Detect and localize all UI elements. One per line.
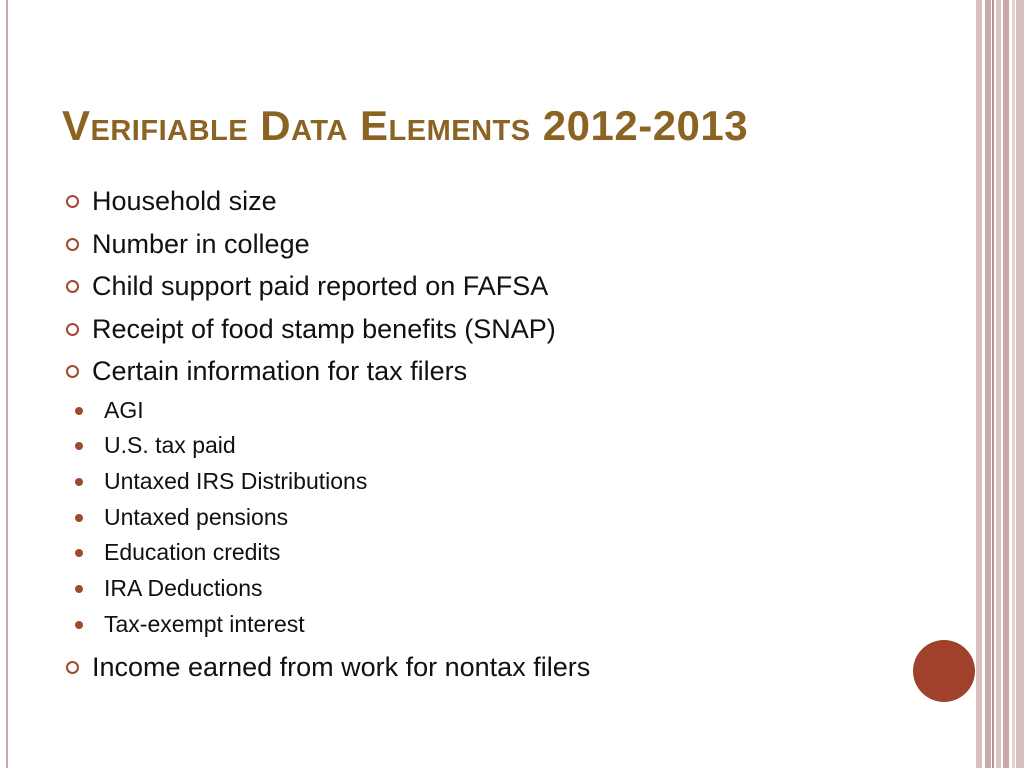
bullet-text: Child support paid reported on FAFSA xyxy=(92,271,549,301)
bullet-item xyxy=(62,350,942,646)
sub-bullet-list xyxy=(92,393,942,647)
sub-bullet-text: Education credits xyxy=(104,539,281,566)
sub-bullet-text: AGI xyxy=(104,396,144,423)
dot-bullet-icon xyxy=(75,442,83,450)
dot-bullet-icon xyxy=(75,621,83,629)
bullet-text: Household size xyxy=(92,186,277,216)
bullet-item xyxy=(62,180,942,223)
bullet-item xyxy=(62,223,942,266)
right-stripe xyxy=(985,0,991,768)
ring-bullet-icon xyxy=(66,365,79,378)
bullet-text: Number in college xyxy=(92,228,310,259)
sub-bullet-item xyxy=(62,464,942,500)
sub-bullet-item xyxy=(62,393,942,429)
ring-bullet-icon xyxy=(66,238,79,251)
ring-bullet-icon xyxy=(66,661,79,674)
dot-bullet-icon xyxy=(75,478,83,486)
dot-bullet-icon xyxy=(75,549,83,557)
decorative-circle-icon xyxy=(913,640,975,702)
ring-bullet-icon xyxy=(66,195,79,208)
bullet-list xyxy=(62,180,942,689)
right-stripe xyxy=(1012,0,1015,768)
ring-bullet-icon xyxy=(66,323,79,336)
right-stripe xyxy=(1003,0,1009,768)
sub-bullet-text: Tax-exempt interest xyxy=(104,610,305,637)
bullet-item xyxy=(62,646,942,689)
bullet-text: Income earned from work for nontax filers xyxy=(92,652,591,683)
right-stripe xyxy=(976,0,982,768)
sub-bullet-text: Untaxed pensions xyxy=(104,503,289,530)
sub-bullet-text: IRA Deductions xyxy=(104,575,263,602)
sub-bullet-item xyxy=(62,607,942,643)
bullet-text: Certain information for tax filers xyxy=(92,356,468,386)
sub-bullet-item xyxy=(62,535,942,571)
sub-bullet-item xyxy=(62,571,942,607)
right-stripe xyxy=(996,0,1001,768)
bullet-item xyxy=(62,265,942,308)
sub-bullet-text: U.S. tax paid xyxy=(104,432,236,459)
ring-bullet-icon xyxy=(66,280,79,293)
bullet-text: Receipt of food stamp benefits (SNAP) xyxy=(92,313,556,344)
right-stripe xyxy=(1016,0,1024,768)
dot-bullet-icon xyxy=(75,407,83,415)
left-border-line xyxy=(6,0,8,768)
sub-bullet-item xyxy=(62,428,942,464)
slide-title: Verifiable Data Elements 2012-2013 xyxy=(62,102,749,149)
dot-bullet-icon xyxy=(75,585,83,593)
sub-bullet-text: Untaxed IRS Distributions xyxy=(104,467,368,494)
dot-bullet-icon xyxy=(75,514,83,522)
right-stripe xyxy=(992,0,994,768)
sub-bullet-item xyxy=(62,500,942,536)
bullet-item xyxy=(62,308,942,351)
